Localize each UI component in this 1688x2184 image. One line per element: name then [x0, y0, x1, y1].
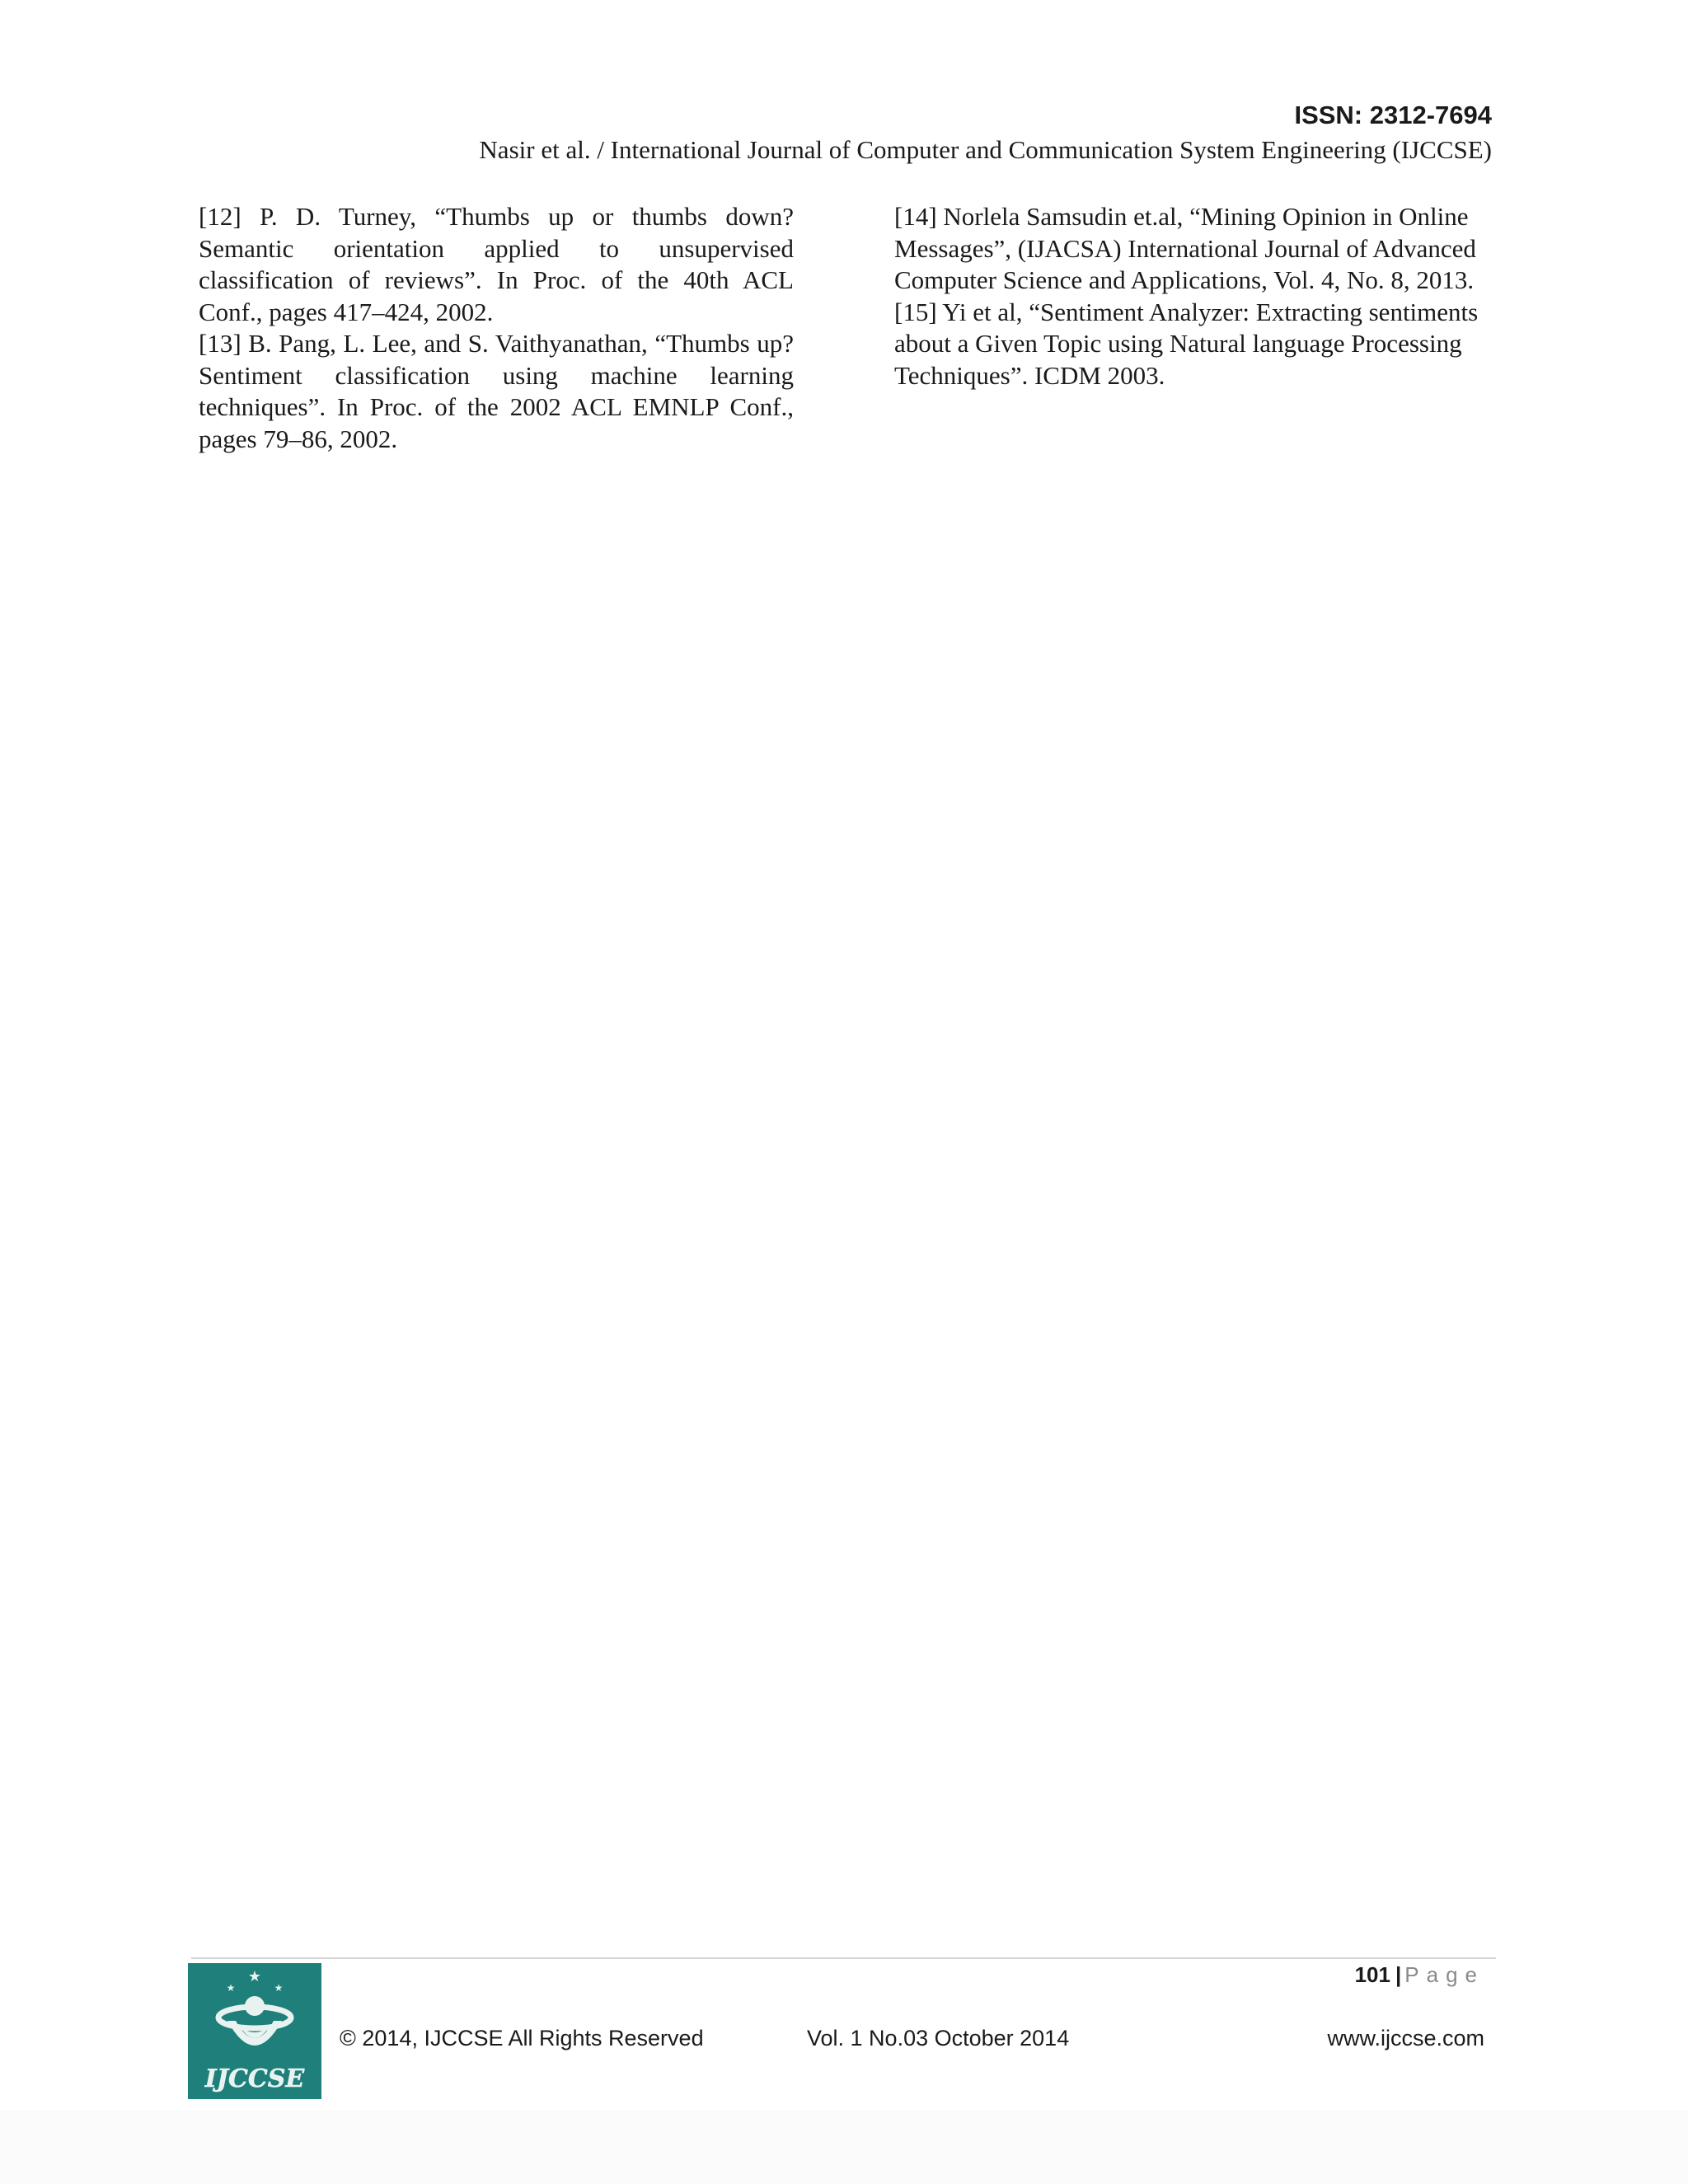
- volume-issue: Vol. 1 No.03 October 2014: [807, 2026, 1070, 2050]
- reference-13: [13] B. Pang, L. Lee, and S. Vaithyanathan, “Thumbs up? Sentiment classification using machine learning techniques”. In Proc. of the 2002 ACL EMNLP Conf., pages 79–86, 2002.: [199, 329, 794, 453]
- page-word: Page: [1404, 1962, 1484, 1987]
- page-bottom-margin: [0, 2110, 1688, 2184]
- issn-label: ISSN: 2312-7694: [1294, 101, 1492, 129]
- svg-text:★: ★: [274, 1982, 284, 1994]
- reference-12: [12] P. D. Turney, “Thumbs up or thumbs down? Semantic orientation applied to unsupervised classification of reviews”. In Proc. of the 40th ACL Conf., pages 417–424, 2002.: [199, 202, 794, 326]
- reference-14: [14] Norlela Samsudin et.al, “Mining Opinion in Online Messages”, (IJACSA) International Journal of Advanced Computer Science and Applications, Vol. 4, No. 8, 2013.: [894, 202, 1476, 294]
- copyright-notice: © 2014, IJCCSE All Rights Reserved: [340, 2026, 704, 2050]
- page-number-value: 101: [1354, 1962, 1390, 1987]
- page-number: [1355, 1962, 1484, 1988]
- svg-text:★: ★: [226, 1982, 236, 1994]
- svg-text:★: ★: [247, 1968, 262, 1985]
- reference-15: [15] Yi et al, “Sentiment Analyzer: Extracting sentiments about a Given Topic using Natural language Processing Techniques”. ICDM 2003.: [894, 297, 1479, 390]
- journal-website: www.ijccse.com: [1327, 2026, 1484, 2050]
- journal-running-header: Nasir et al. / International Journal of Computer and Communication System Engineering (IJCCSE): [479, 135, 1492, 164]
- page-number-separator: |: [1395, 1962, 1402, 1987]
- footer-divider: [191, 1957, 1496, 1959]
- svg-text:IJCCSE: IJCCSE: [204, 2064, 305, 2093]
- references-right-column: [894, 201, 1494, 391]
- ijccse-logo: [188, 1963, 321, 2099]
- ijccse-logo-mark: [188, 1963, 321, 2099]
- references-left-column: [199, 201, 794, 455]
